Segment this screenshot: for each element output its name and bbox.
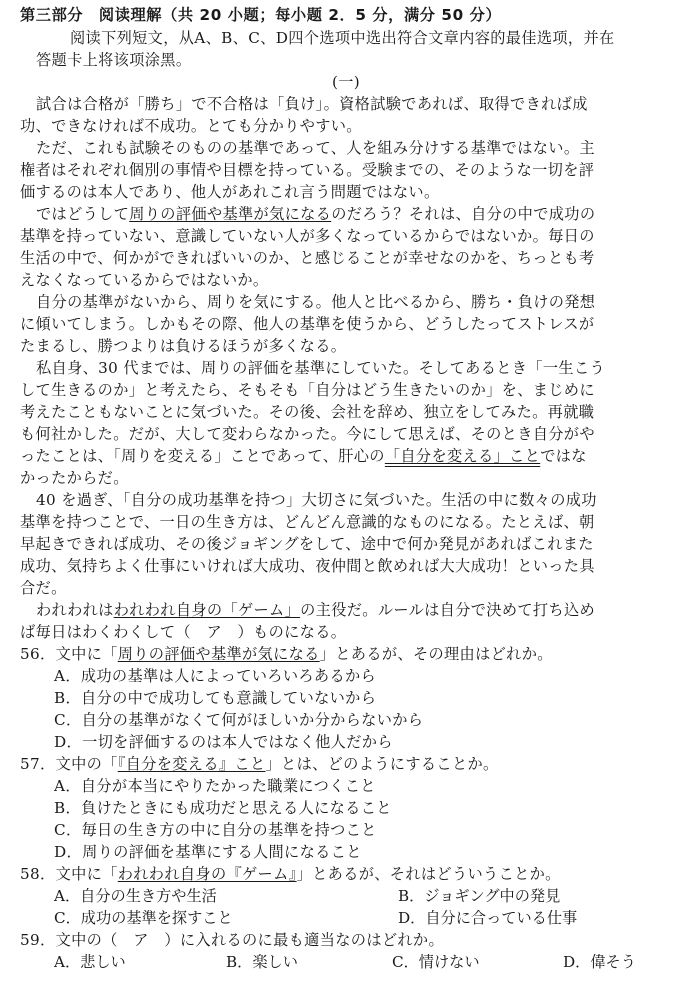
section-title: 第三部分 阅读理解（共 20 小题；每小题 2．5 分，满分 50 分）: [20, 6, 502, 24]
question-56: [20, 643, 675, 665]
passage-line: 基準を持つことで、一日の生き方は、どんどん意識的なものになる。たとえば、朝: [20, 513, 595, 531]
passage-text: ではな: [540, 447, 587, 465]
passage-text: のだろう？それは、自分の中で成功の: [331, 205, 596, 223]
passage-number: (一): [331, 73, 361, 91]
question-text: 58．文中に「: [20, 865, 118, 883]
passage-line: ば毎日はわくわくして（ ア ）ものになる。: [20, 623, 347, 641]
passage-line: ただ、これも試験そのものの基準であって、人を組み分けする基準ではない。主: [36, 139, 595, 157]
question-59: 59．文中の（ ア ）に入れるのに最も適当なのはどれか。: [20, 931, 445, 949]
q57-option-d: D．周りの評価を基準にする人間になること: [54, 843, 362, 861]
q57-option-b: B．負けたときにも成功だと思える人になること: [54, 799, 392, 817]
question-text: 」とあるが、それはどういうことか。: [296, 865, 561, 883]
passage-line: たまるし、勝つよりは負けるほうが多くなる。: [20, 337, 347, 355]
passage-line: 生活の中で、何かができればいいのか、と感じることが幸せなのかを、ちっとも考: [20, 249, 595, 267]
instruction-line-2: 答题卡上将该项涂黑。: [36, 51, 192, 69]
q58-option-b: B．ジョギング中の発見: [398, 887, 561, 905]
passage-line: [36, 599, 691, 621]
underlined-phrase: 『自分を変える』こと: [117, 755, 266, 773]
q59-option-d: D．偉そう: [563, 953, 636, 971]
passage-line: [36, 203, 691, 225]
question-text: 56．文中に「: [20, 645, 118, 663]
underlined-phrase: 周りの評価や基準が気になる: [117, 645, 320, 663]
question-text: 」とあるが、その理由はどれか。: [319, 645, 553, 663]
instruction-line-1: 阅读下列短文，从A、B、C、D四个选项中选出符合文章内容的最佳选项，并在: [70, 29, 615, 47]
passage-line: 早起きできれば成功、その後ジョギングをして、途中で何か発見があればこれまた: [20, 535, 594, 553]
q57-option-c: C．毎日の生き方の中に自分の基準を持つこと: [54, 821, 377, 839]
passage-line: 成功、気持ちよく仕事にいければ大成功、夜仲間と飲めれば大大成功！といった具: [20, 557, 595, 575]
passage-line: えなくなっているからではないか。: [20, 271, 269, 289]
q58-option-d: D．自分に合っている仕事: [398, 909, 578, 927]
q56-option-d: D．一切を評価するのは本人ではなく他人だから: [54, 733, 393, 751]
underlined-phrase: われわれ自身の「ゲーム」: [113, 601, 301, 619]
q57-option-a: A．自分が本当にやりたかった職業につくこと: [54, 777, 376, 795]
underlined-phrase: 周りの評価や基準が気になる: [129, 205, 332, 223]
underlined-phrase: われわれ自身の『ゲーム』: [117, 865, 297, 883]
passage-text: われわれは: [36, 601, 114, 619]
passage-line: 自分の基準がないから、周りを気にする。他人と比べるから、勝ち・負けの発想: [36, 293, 596, 311]
q56-option-b: B．自分の中で成功しても意識していないから: [54, 689, 377, 707]
question-text: 57．文中の「: [20, 755, 118, 773]
passage-line: 合だ。: [20, 579, 67, 597]
q56-option-a: A．成功の基準は人によっていろいろあるから: [54, 667, 377, 685]
q59-option-c: C．情けない: [392, 953, 480, 971]
passage-line: 基準を持っていない、意識していない人が多くなっているからではないか。毎日の: [20, 227, 595, 245]
passage-line: 価するのは本人であり、他人があれこれ言う問題ではない。: [20, 183, 440, 201]
passage-line: も何社かした。だが、大して変わらなかった。今にして思えば、そのとき自分がや: [20, 425, 595, 443]
passage-line: 権者はそれぞれ個別の事情や目標を持っている。受験までの、そのような一切を評: [20, 161, 595, 179]
question-text: 」とは、どのようにすることか。: [265, 755, 499, 773]
passage-text: ではどうして: [36, 205, 130, 223]
question-57: [20, 753, 675, 775]
passage-line: 私自身、30 代までは、周りの評価を基準にしていた。そしてあるとき「一生こう: [36, 359, 606, 377]
passage-line: 考えたこともないことに気づいた。その後、会社を辞め、独立をしてみた。再就職: [20, 403, 595, 421]
passage-line: 試合は合格が「勝ち」で不合格は「負け」。資格試験であれば、取得できれば成: [36, 95, 588, 113]
passage-text: の主役だ。ルールは自分で決めて打ち込め: [300, 601, 596, 619]
passage-line: かったからだ。: [20, 469, 129, 487]
passage-line: 40 を過ぎ、「自分の成功基準を持つ」大切さに気づいた。生活の中に数々の成功: [36, 491, 597, 509]
passage-line: に傾いてしまう。しかもその際、他人の基準を使うから、どうしたってストレスが: [20, 315, 595, 333]
passage-line: して生きるのか」と考えたら、そもそも「自分はどう生きたいのか」を、まじめに: [20, 381, 595, 399]
q59-option-a: A．悲しい: [54, 953, 126, 971]
q58-option-c: C．成功の基準を探すこと: [54, 909, 233, 927]
passage-text: ったことは、「周りを変える」ことであって、肝心の: [20, 447, 385, 465]
passage-line: 功、できなければ不成功。とても分かりやすい。: [20, 117, 362, 135]
question-58: [20, 863, 675, 885]
q59-option-b: B．楽しい: [226, 953, 298, 971]
passage-line: [20, 445, 675, 467]
q56-option-c: C．自分の基準がなくて何がほしいか分からないから: [54, 711, 424, 729]
underlined-phrase: 「自分を変える」こと: [384, 447, 541, 465]
q58-option-a: A．自分の生き方や生活: [54, 887, 217, 905]
